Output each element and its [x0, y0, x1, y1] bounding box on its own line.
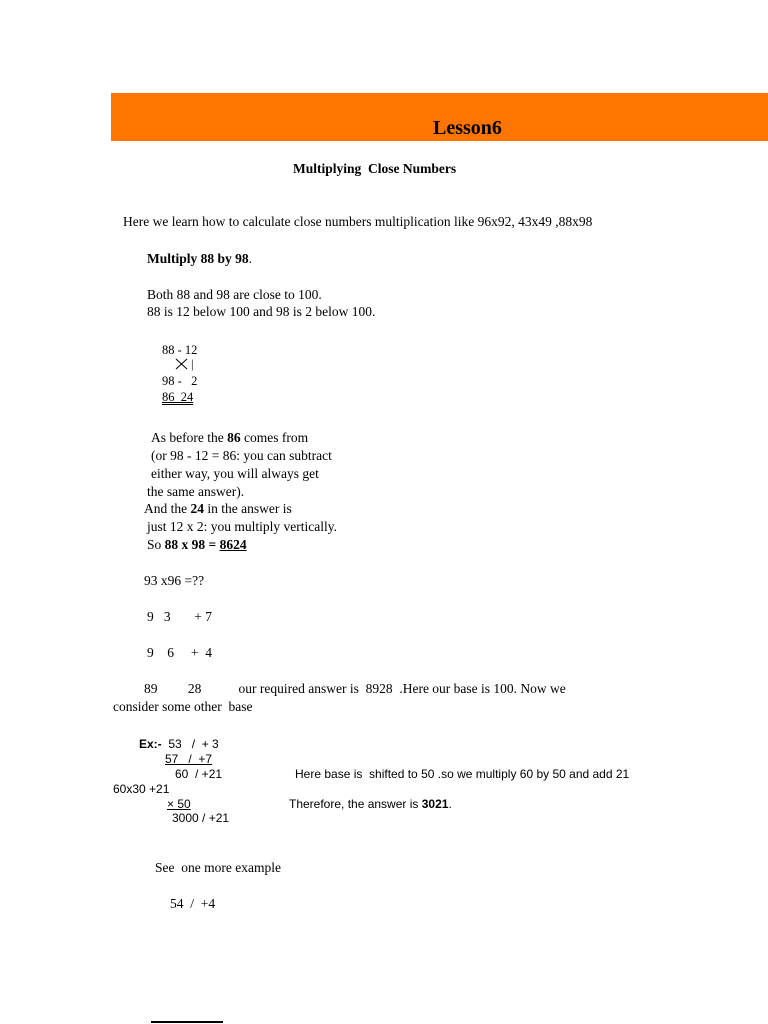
calc-row2: 98 - 2 — [162, 374, 198, 388]
example2-row2: 9 6 + 4 — [147, 645, 212, 660]
expl1-post: comes from — [240, 430, 309, 445]
example1-line2: 88 is 12 below 100 and 98 is 2 below 100. — [147, 304, 376, 319]
expl5-bold: 24 — [190, 501, 204, 516]
explanation-line5 — [144, 501, 292, 517]
example3-line1-text: 53 / + 3 — [161, 737, 219, 751]
so-answer: 8624 — [219, 537, 247, 552]
explanation-line3: either way, you will always get — [151, 466, 319, 481]
calc-vertical-bar: | — [191, 357, 194, 371]
explanation-line6: just 12 x 2: you multiply vertically. — [147, 519, 337, 534]
cross-multiply-icon — [175, 358, 189, 370]
example1-line1: Both 88 and 98 are close to 100. — [147, 287, 322, 302]
example2-answer-line2: consider some other base — [113, 699, 253, 714]
example2-row1: 9 3 + 7 — [147, 609, 212, 624]
explanation-line2: (or 98 - 12 = 86: you can subtract — [151, 448, 332, 463]
calc-row1: 88 - 12 — [162, 343, 198, 357]
example2-answer-line: 89 28 our required answer is 8928 .Here our base is 100. Now we — [144, 681, 566, 696]
so-bold: 88 x 98 = — [164, 537, 220, 552]
example3-line3-note: Here base is shifted to 50 .so we multiply 60 by 50 and add 21 — [295, 767, 630, 781]
lesson-subtitle: Multiplying Close Numbers — [293, 161, 457, 176]
example3-line6: 3000 / +21 — [172, 811, 230, 825]
example3-label: Ex:- — [139, 737, 162, 751]
example2-question: 93 x96 =?? — [144, 573, 205, 588]
example3-line5-note — [289, 796, 452, 812]
page-title: Lesson6 — [433, 117, 502, 139]
explanation-line4: the same answer). — [147, 484, 245, 499]
explanation-line1 — [151, 430, 308, 446]
example1-heading — [147, 251, 252, 267]
example1-answer — [147, 537, 247, 553]
more-example-line1: 54 / +4 — [170, 896, 216, 911]
example3-line2: 57 / +7 — [165, 752, 213, 766]
intro-text: Here we learn how to calculate close numbers multiplication like 96x92, 43x49 ,88x98 — [123, 214, 593, 229]
example1-heading-punct: . — [248, 251, 253, 266]
expl1-pre: As before the — [151, 430, 228, 445]
expl5-post: in the answer is — [204, 501, 292, 516]
expl1-bold: 86 — [227, 430, 241, 445]
more-example-heading: See one more example — [155, 860, 281, 875]
example3-line3: 60 / +21 — [175, 767, 223, 781]
bottom-rule — [151, 1021, 223, 1023]
example1-heading-text: Multiply 88 by 98 — [147, 251, 249, 266]
example3-line4: 60x30 +21 — [113, 782, 170, 796]
calc-result: 86 24 — [162, 390, 194, 404]
expl5-pre: And the — [144, 501, 191, 516]
example3-line5: × 50 — [167, 797, 191, 811]
so-pre: So — [147, 537, 165, 552]
note-bold: 3021 — [421, 797, 449, 811]
example3-line1 — [139, 736, 219, 752]
note-pre: Therefore, the answer is — [289, 797, 422, 811]
note-post: . — [448, 797, 452, 811]
